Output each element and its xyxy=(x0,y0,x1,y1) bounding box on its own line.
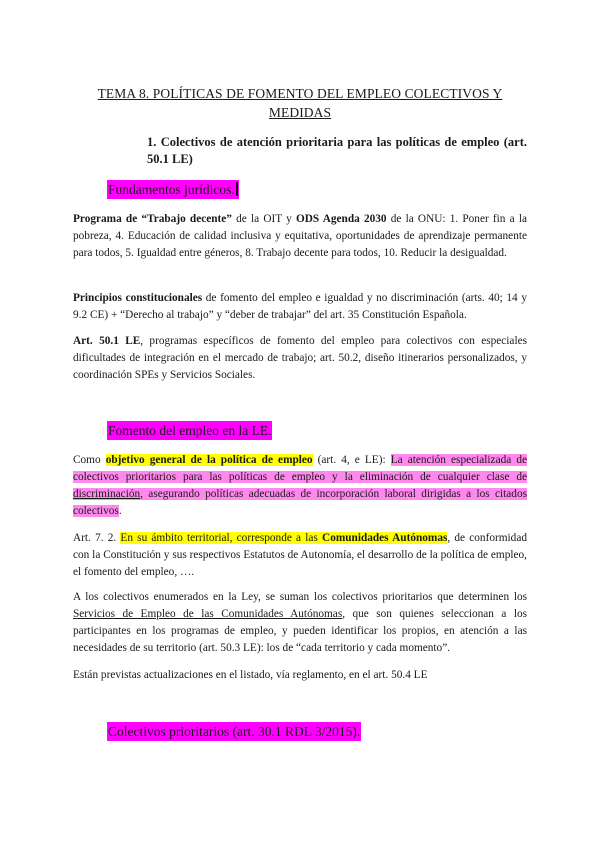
fomento-heading xyxy=(107,421,272,440)
paragraph-art-7-2 xyxy=(73,530,527,581)
text: Están previstas actualizaciones en el listado, vía reglamento, en el art. 50.4 LE xyxy=(73,669,428,681)
fundamentos-heading xyxy=(107,180,239,199)
fundamentos-heading-text: Fundamentos jurídicos. xyxy=(108,182,235,197)
page-title xyxy=(80,84,520,122)
colectivos-heading-text: Colectivos prioritarios (art. 30.1 RDL 3/2015). xyxy=(108,724,361,739)
text: de fomento del empleo e igualdad y no discriminación (arts. 40; 14 y 9.2 CE) + “Derecho al trabajo” y “deber de trabajar” del art. 35 Constitución Española. xyxy=(73,292,527,321)
highlight-comunidades-autonomas: Comunidades Autónomas xyxy=(322,532,448,544)
section-number: 1. xyxy=(147,135,157,149)
text: , de conformidad con la Constitución y sus respectivos Estatutos de Autonomía, el desarrollo de la política de empleo, el fomento del empleo, …. xyxy=(73,532,527,578)
paragraph-colectivos-enumerados xyxy=(73,589,527,657)
bold-art-50-1: Art. 50.1 LE xyxy=(73,335,141,347)
text: , que son quienes seleccionan a los participantes en los programas de empleo, y pueden identificar los propios, en atención a las necesidades de su territorio (art. 50.3 LE): los de “cada territorio y cada momento”. xyxy=(73,608,528,654)
highlight-ambito-territorial: En su ámbito territorial, corresponde a las xyxy=(120,532,323,544)
text: (art. 4, e LE): xyxy=(312,454,391,466)
highlight-politicas-adecuadas: , asegurando políticas adecuadas de incorporación laboral dirigidas a los citados colectivos xyxy=(73,488,527,517)
underlined-servicios-empleo: Servicios de Empleo de las Comunidades Autónomas xyxy=(73,608,343,620)
section-heading xyxy=(147,134,527,168)
fomento-heading-text: Fomento del empleo en la LE. xyxy=(108,423,272,438)
paragraph-trabajo-decente xyxy=(73,211,527,262)
text: A los colectivos enumerados en la Ley, se suman los colectivos prioritarios que determinen los xyxy=(73,591,527,603)
paragraph-principios xyxy=(73,290,527,324)
text: de la OIT y xyxy=(231,213,296,225)
highlight-objetivo-general: objetivo general de la política de empleo xyxy=(105,454,313,466)
bold-ods: ODS Agenda 2030 xyxy=(295,213,387,225)
highlight-atencion-especializada: La atención especializada de colectivos prioritarios para las políticas de empleo y la eliminación de cualquier clase de xyxy=(73,454,527,483)
text: Art. 7. 2. xyxy=(73,532,121,544)
text: . xyxy=(118,505,122,517)
bold-principios: Principios constitucionales xyxy=(73,292,203,304)
paragraph-actualizaciones xyxy=(73,667,527,684)
title-line-2: MEDIDAS xyxy=(268,105,332,120)
highlight-discriminacion: discriminación xyxy=(73,488,141,500)
paragraph-objetivo-general xyxy=(73,452,527,520)
text: de la ONU: 1. Poner fin a la pobreza, 4. Educación de calidad inclusiva y equitativa, oportunidades de aprendizaje permanente para todos, 5. Igualdad entre géneros, 8. Trabajo decente para todos, 10. Reducir la desigualdad. xyxy=(73,213,527,259)
section-heading-text: Colectivos de atención prioritaria para las políticas de empleo (art. 50.1 LE) xyxy=(147,135,528,166)
text: Como xyxy=(73,454,106,466)
text-cursor xyxy=(236,182,238,196)
title-line-1: TEMA 8. POLÍTICAS DE FOMENTO DEL EMPLEO COLECTIVOS Y xyxy=(97,86,503,101)
colectivos-heading xyxy=(107,722,361,741)
text: , programas específicos de fomento del empleo para colectivos con especiales dificultades de integración en el mercado de trabajo; art. 50.2, diseño itinerarios personalizados, y coordinación SPEs y Servicios Sociales. xyxy=(73,335,527,381)
bold-trabajo-decente: Programa de “Trabajo decente” xyxy=(73,213,232,225)
paragraph-art-50-1 xyxy=(73,333,527,384)
